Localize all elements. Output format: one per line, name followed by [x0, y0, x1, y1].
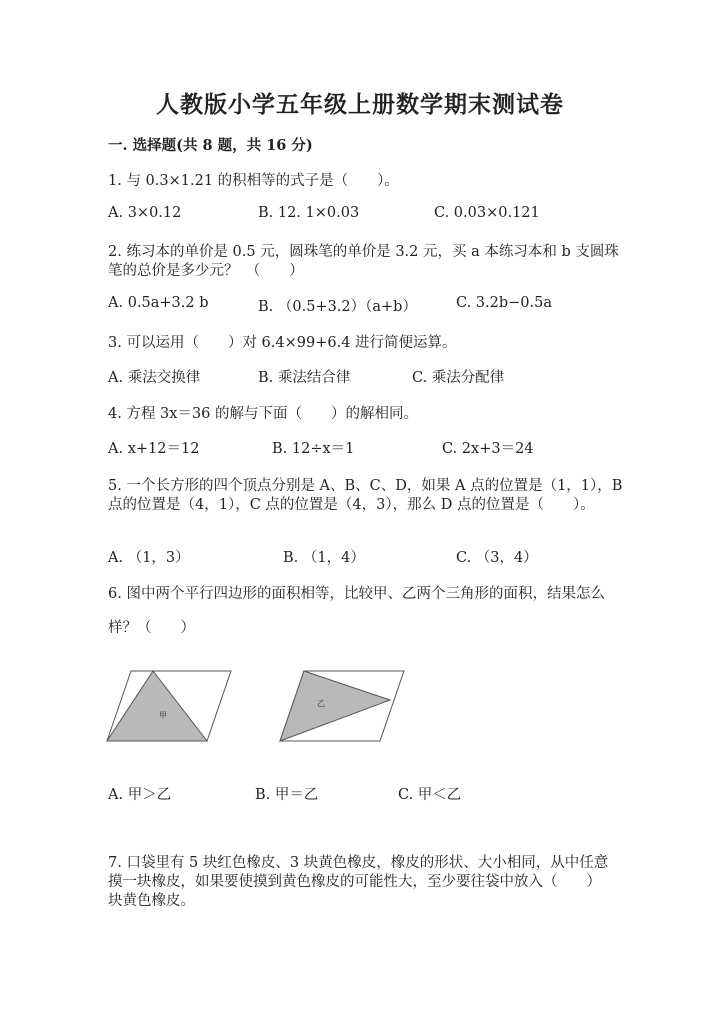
- question-6-text-cont: 样？（ ）: [108, 620, 195, 636]
- question-3-text: 3. 可以运用（ ）对 6.4×99+6.4 进行简便运算。: [108, 335, 457, 351]
- question-6-text: 6. 图中两个平行四边形的面积相等，比较甲、乙两个三角形的面积，结果怎么: [108, 586, 605, 602]
- label-jia: 甲: [159, 711, 167, 720]
- q1-option-a[interactable]: A. 3×0.12: [108, 205, 182, 221]
- label-yi: 乙: [317, 699, 325, 708]
- question-7-text-cont: 摸一块橡皮，如果要使摸到黄色橡皮的可能性大，至少要往袋中放入（ ）: [108, 874, 601, 890]
- question-7-text-cont2: 块黄色橡皮。: [108, 893, 195, 909]
- question-2-text: 2. 练习本的单价是 0.5 元，圆珠笔的单价是 3.2 元，买 a 本练习本和 b 支圆珠: [108, 244, 619, 260]
- q5-option-a[interactable]: A. （1，3）: [108, 550, 190, 566]
- question-4-text: 4. 方程 3x＝36 的解与下面（ ）的解相同。: [108, 406, 419, 422]
- q5-option-b[interactable]: B. （1，4）: [283, 550, 365, 566]
- q2-option-c[interactable]: C. 3.2b−0.5a: [456, 295, 552, 311]
- q2-option-b[interactable]: B. （0.5+3.2）（a+b）: [258, 299, 417, 315]
- q1-option-c[interactable]: C. 0.03×0.121: [434, 205, 540, 221]
- question-5-text-cont: 点的位置是（4，1），C 点的位置是（4，3），那么 D 点的位置是（ ）。: [108, 497, 595, 513]
- parallelogram-figures: [105, 665, 405, 745]
- section-heading: 一. 选择题(共 8 题，共 16 分): [108, 137, 313, 154]
- q4-option-c[interactable]: C. 2x+3＝24: [442, 441, 534, 457]
- q3-option-a[interactable]: A. 乘法交换律: [108, 370, 201, 386]
- page-title: 人教版小学五年级上册数学期末测试卷: [156, 91, 564, 118]
- q4-option-a[interactable]: A. x+12＝12: [108, 441, 200, 457]
- q5-option-c[interactable]: C. （3，4）: [456, 550, 538, 566]
- question-5-text: 5. 一个长方形的四个顶点分别是 A、B、C、D，如果 A 点的位置是（1，1），B: [108, 478, 623, 494]
- q3-option-b[interactable]: B. 乘法结合律: [258, 370, 351, 386]
- q1-option-b[interactable]: B. 12. 1×0.03: [258, 205, 360, 221]
- q6-option-b[interactable]: B. 甲＝乙: [255, 787, 319, 803]
- q6-option-a[interactable]: A. 甲＞乙: [108, 787, 172, 803]
- q2-option-a[interactable]: A. 0.5a+3.2 b: [108, 295, 209, 311]
- q6-option-c[interactable]: C. 甲＜乙: [398, 787, 462, 803]
- question-2-text-cont: 笔的总价是多少元？ （ ）: [108, 263, 304, 279]
- q3-option-c[interactable]: C. 乘法分配律: [412, 370, 505, 386]
- triangle-jia: [107, 671, 207, 741]
- question-1-text: 1. 与 0.3×1.21 的积相等的式子是（ ）。: [108, 173, 399, 189]
- q4-option-b[interactable]: B. 12÷x＝1: [272, 441, 355, 457]
- triangle-yi: [280, 671, 390, 741]
- question-7-text: 7. 口袋里有 5 块红色橡皮、3 块黄色橡皮，橡皮的形状、大小相同，从中任意: [108, 855, 609, 871]
